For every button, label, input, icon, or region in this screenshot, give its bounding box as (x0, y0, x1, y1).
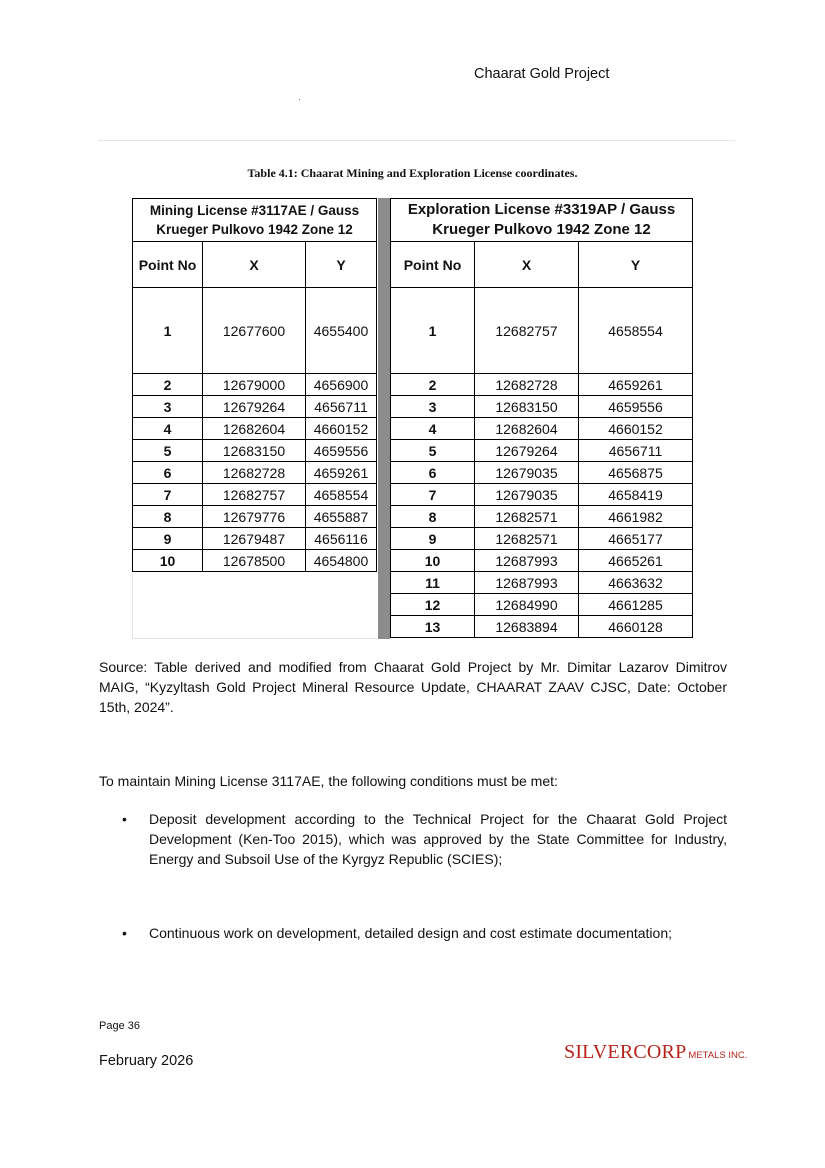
y-coordinate-cell: 4658554 (579, 288, 693, 374)
y-coordinate-cell: 4660128 (579, 616, 693, 638)
bullet-marker: • (122, 925, 127, 941)
table-row (133, 484, 377, 506)
table-row (133, 550, 377, 572)
point-no-cell: 1 (391, 288, 475, 374)
point-no-cell: 9 (133, 528, 203, 550)
x-coordinate-cell: 12682604 (203, 418, 306, 440)
point-no-cell: 7 (133, 484, 203, 506)
point-no-cell: 3 (133, 396, 203, 418)
x-coordinate-cell: 12683894 (475, 616, 579, 638)
table-row (133, 288, 377, 374)
x-coordinate-cell: 12684990 (475, 594, 579, 616)
bullet-item (122, 809, 727, 869)
footer-date: February 2026 (99, 1053, 194, 1069)
point-no-cell: 6 (133, 462, 203, 484)
y-coordinate-cell: 4656900 (306, 374, 377, 396)
table-row (391, 616, 693, 638)
y-coordinate-cell: 4660152 (579, 418, 693, 440)
point-no-cell: 3 (391, 396, 475, 418)
x-coordinate-cell: 12683150 (203, 440, 306, 462)
column-header-x: X (475, 242, 579, 288)
column-header-y: Y (579, 242, 693, 288)
bullet-item (122, 923, 727, 943)
table-row (391, 506, 693, 528)
y-coordinate-cell: 4656116 (306, 528, 377, 550)
point-no-cell: 10 (391, 550, 475, 572)
y-coordinate-cell: 4655400 (306, 288, 377, 374)
x-coordinate-cell: 12682728 (203, 462, 306, 484)
x-coordinate-cell: 12679035 (475, 484, 579, 506)
silvercorp-logo (564, 1041, 747, 1064)
y-coordinate-cell: 4656875 (579, 462, 693, 484)
mining-table-title: Mining License #3117AE / Gauss Krueger Pulkovo 1942 Zone 12 (133, 199, 377, 242)
x-coordinate-cell: 12682571 (475, 506, 579, 528)
bullet-marker: • (122, 811, 127, 827)
y-coordinate-cell: 4659556 (306, 440, 377, 462)
y-coordinate-cell: 4656711 (306, 396, 377, 418)
exploration-table-title: Exploration License #3319AP / Gauss Krueger Pulkovo 1942 Zone 12 (391, 199, 693, 242)
bullet-text: Continuous work on development, detailed design and cost estimate documentation; (149, 925, 672, 941)
source-note: Source: Table derived and modified from Chaarat Gold Project by Mr. Dimitar Lazarov Dimitrov MAIG, “Kyzyltash Gold Project Mineral Resource Update, CHAARAT ZAAV CJSC, Date: October 15th, 2024”. (99, 659, 727, 715)
table-row (391, 288, 693, 374)
stray-dot (299, 99, 300, 100)
point-no-cell: 4 (391, 418, 475, 440)
bullet-text: Deposit development according to the Technical Project for the Chaarat Gold Project Development (Ken-Too 2015), which was approved by the State Committee for Industry, Energy and Subsoil Use of the Kyrgyz Republic (SCIES); (149, 811, 727, 867)
table-row (391, 418, 693, 440)
y-coordinate-cell: 4659556 (579, 396, 693, 418)
header-divider (98, 140, 735, 141)
point-no-cell: 6 (391, 462, 475, 484)
mining-table-body (133, 288, 377, 572)
page-number: Page 36 (99, 1020, 140, 1032)
table-row (391, 594, 693, 616)
point-no-cell: 5 (133, 440, 203, 462)
column-header-y: Y (306, 242, 377, 288)
point-no-cell: 9 (391, 528, 475, 550)
y-coordinate-cell: 4665177 (579, 528, 693, 550)
column-header-point-no: Point No (391, 242, 475, 288)
table-row (391, 374, 693, 396)
x-coordinate-cell: 12679776 (203, 506, 306, 528)
point-no-cell: 5 (391, 440, 475, 462)
table-row (391, 550, 693, 572)
x-coordinate-cell: 12677600 (203, 288, 306, 374)
table-row (391, 396, 693, 418)
y-coordinate-cell: 4654800 (306, 550, 377, 572)
x-coordinate-cell: 12682757 (475, 288, 579, 374)
empty-table-area (132, 573, 377, 639)
table-row (133, 528, 377, 550)
table-row (391, 484, 693, 506)
y-coordinate-cell: 4658419 (579, 484, 693, 506)
point-no-cell: 2 (391, 374, 475, 396)
x-coordinate-cell: 12679035 (475, 462, 579, 484)
x-coordinate-cell: 12682757 (203, 484, 306, 506)
header-title: Chaarat Gold Project (474, 66, 610, 82)
point-no-cell: 13 (391, 616, 475, 638)
point-no-cell: 7 (391, 484, 475, 506)
exploration-table-body (391, 288, 693, 638)
table-row (133, 418, 377, 440)
x-coordinate-cell: 12679000 (203, 374, 306, 396)
table-row (133, 506, 377, 528)
y-coordinate-cell: 4665261 (579, 550, 693, 572)
y-coordinate-cell: 4661982 (579, 506, 693, 528)
table-row (133, 396, 377, 418)
y-coordinate-cell: 4655887 (306, 506, 377, 528)
y-coordinate-cell: 4663632 (579, 572, 693, 594)
y-coordinate-cell: 4660152 (306, 418, 377, 440)
column-header-x: X (203, 242, 306, 288)
table-row (391, 528, 693, 550)
x-coordinate-cell: 12682571 (475, 528, 579, 550)
point-no-cell: 1 (133, 288, 203, 374)
column-header-point-no: Point No (133, 242, 203, 288)
table-row (133, 462, 377, 484)
x-coordinate-cell: 12682728 (475, 374, 579, 396)
x-coordinate-cell: 12683150 (475, 396, 579, 418)
table-row (133, 374, 377, 396)
x-coordinate-cell: 12687993 (475, 550, 579, 572)
y-coordinate-cell: 4661285 (579, 594, 693, 616)
table-row (391, 572, 693, 594)
x-coordinate-cell: 12687993 (475, 572, 579, 594)
x-coordinate-cell: 12678500 (203, 550, 306, 572)
table-row (133, 440, 377, 462)
x-coordinate-cell: 12679264 (203, 396, 306, 418)
logo-brand: SILVERCORP (564, 1041, 687, 1063)
y-coordinate-cell: 4658554 (306, 484, 377, 506)
logo-suffix: METALS INC. (688, 1050, 748, 1061)
point-no-cell: 4 (133, 418, 203, 440)
x-coordinate-cell: 12679487 (203, 528, 306, 550)
point-no-cell: 2 (133, 374, 203, 396)
point-no-cell: 10 (133, 550, 203, 572)
point-no-cell: 8 (391, 506, 475, 528)
table-separator-bar (378, 198, 390, 639)
table-row (391, 440, 693, 462)
table-row (391, 462, 693, 484)
exploration-license-table (390, 198, 693, 638)
x-coordinate-cell: 12682604 (475, 418, 579, 440)
table-caption: Table 4.1: Chaarat Mining and Exploration License coordinates. (247, 166, 578, 180)
y-coordinate-cell: 4659261 (306, 462, 377, 484)
point-no-cell: 12 (391, 594, 475, 616)
y-coordinate-cell: 4656711 (579, 440, 693, 462)
x-coordinate-cell: 12679264 (475, 440, 579, 462)
y-coordinate-cell: 4659261 (579, 374, 693, 396)
mining-license-table (132, 198, 377, 572)
point-no-cell: 8 (133, 506, 203, 528)
conditions-intro: To maintain Mining License 3117AE, the following conditions must be met: (99, 773, 558, 789)
point-no-cell: 11 (391, 572, 475, 594)
